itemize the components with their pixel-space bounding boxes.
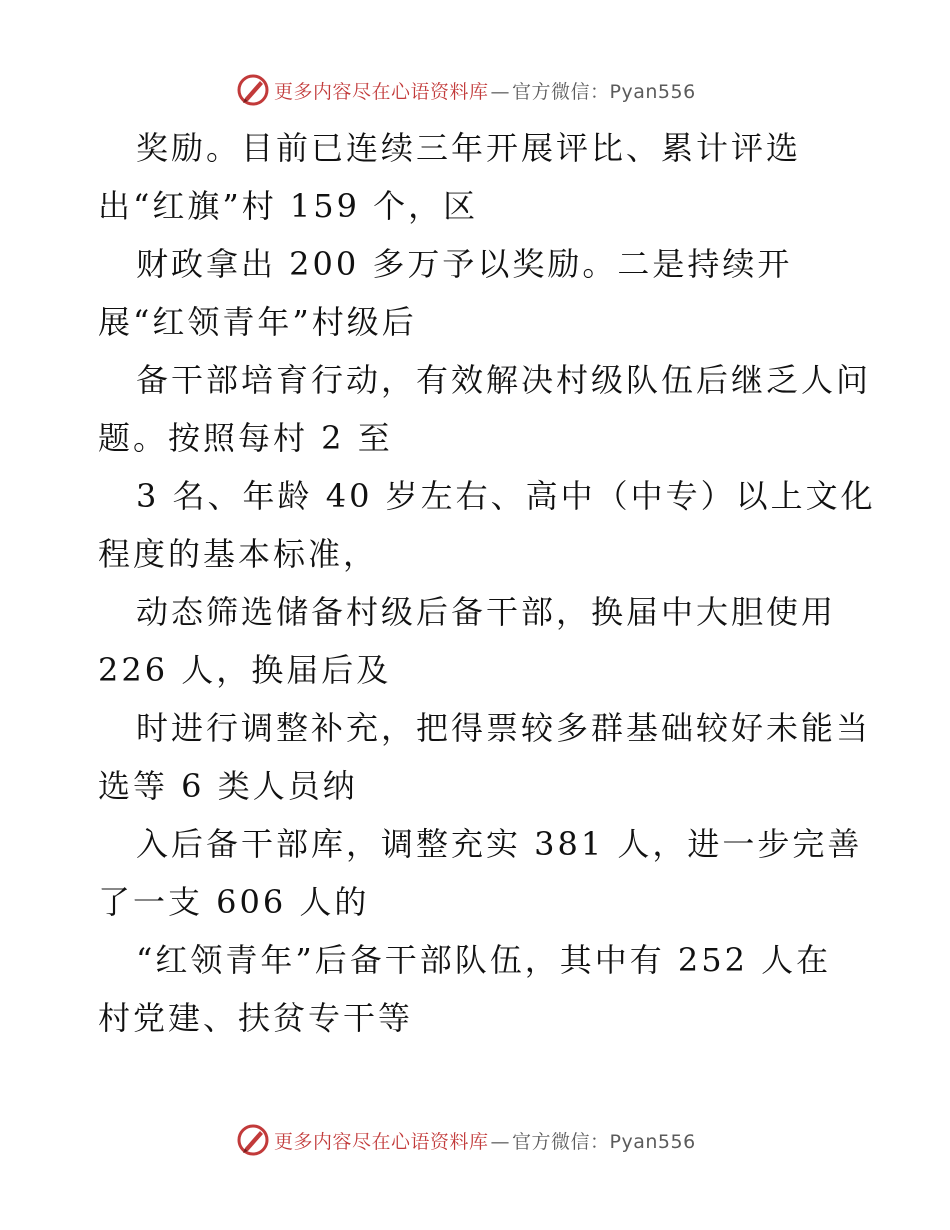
pen-logo-icon <box>236 73 270 107</box>
text-line: 入后备干部库，调整充实 381 人，进一步完善 <box>136 825 863 863</box>
text-line: 时进行调整补充，把得票较多群基础较好未能当 <box>136 709 872 747</box>
text-line: 程度的基本标准， <box>98 535 379 573</box>
text-line: “红领青年”后备干部队伍，其中有 252 人在 <box>136 941 832 979</box>
text-line: 题。按照每村 2 至 <box>98 419 393 457</box>
text-line: 动态筛选储备村级后备干部，换届中大胆使用 <box>136 593 837 631</box>
text-line: 备干部培育行动，有效解决村级队伍后继乏人问 <box>136 361 872 399</box>
footer-text: 更多内容尽在心语资料库 — 官方微信：Pyan556 <box>274 1130 696 1153</box>
header-text: 更多内容尽在心语资料库 — 官方微信：Pyan556 <box>274 80 696 103</box>
text-line: 村党建、扶贫专干等 <box>98 999 414 1037</box>
text-line: 选等 6 类人员纳 <box>98 767 358 805</box>
footer-banner <box>236 1120 756 1160</box>
text-line: 奖励。目前已连续三年开展评比、累计评选 <box>136 129 802 167</box>
text-line: 财政拿出 200 多万予以奖励。二是持续开 <box>136 245 793 283</box>
header-banner <box>236 70 756 110</box>
text-line: 出“红旗”村 159 个，区 <box>98 187 479 225</box>
text-line: 3 名、年龄 40 岁左右、高中（中专）以上文化 <box>136 477 876 515</box>
text-line: 展“红领青年”村级后 <box>98 303 417 341</box>
text-line: 226 人，换届后及 <box>98 651 392 689</box>
text-line: 了一支 606 人的 <box>98 883 370 921</box>
pen-logo-icon <box>236 1123 270 1157</box>
